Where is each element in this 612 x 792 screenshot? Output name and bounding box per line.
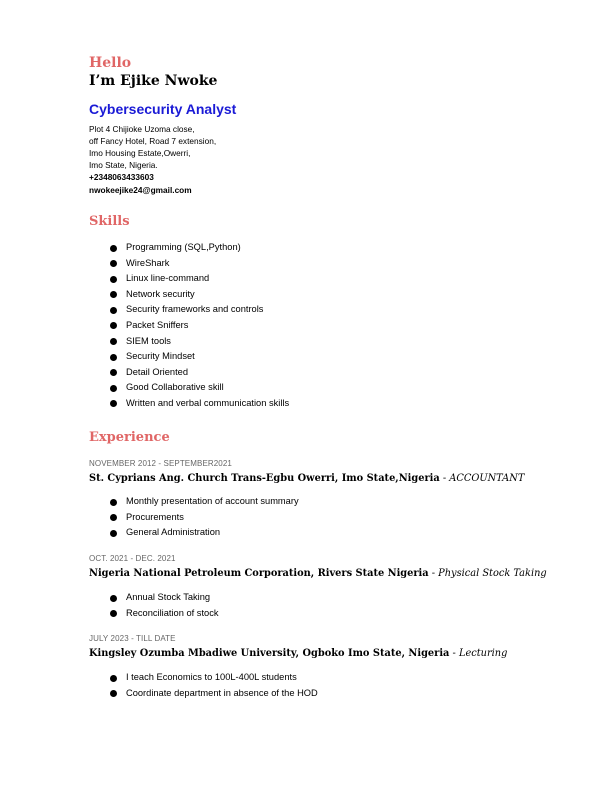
person-name: I’m Ejike Nwoke <box>89 73 218 89</box>
skill-item: Linux line-command <box>108 271 289 287</box>
job-separator: - <box>428 568 439 579</box>
skill-item: Packet Sniffers <box>108 318 289 334</box>
job-duty-item: Monthly presentation of account summary <box>108 494 299 510</box>
job-date: NOVEMBER 2012 - SEPTEMBER2021 <box>89 459 232 468</box>
job-role-title: Cybersecurity Analyst <box>89 101 237 117</box>
job-date: OCT. 2021 - DEC. 2021 <box>89 554 176 563</box>
job-heading <box>89 473 524 484</box>
phone-number: +2348063433603 <box>89 172 154 182</box>
job-duty-item: Annual Stock Taking <box>108 590 219 606</box>
job-heading <box>89 568 547 579</box>
skill-item: SIEM tools <box>108 334 289 350</box>
skill-item: Detail Oriented <box>108 365 289 381</box>
job-date: JULY 2023 - TILL DATE <box>89 634 176 643</box>
job-duty-item: I teach Economics to 100L-400L students <box>108 670 318 686</box>
job-duty-item: Coordinate department in absence of the HOD <box>108 686 318 702</box>
skill-item: Network security <box>108 287 289 303</box>
job-duty-item: General Administration <box>108 525 299 541</box>
skill-item: WireShark <box>108 256 289 272</box>
job-duties-list <box>108 670 318 701</box>
address-line: Imo State, Nigeria. <box>89 160 158 170</box>
experience-heading: Experience <box>89 430 170 445</box>
job-organization: Nigeria National Petroleum Corporation, Rivers State Nigeria <box>89 568 429 579</box>
skill-item: Security Mindset <box>108 349 289 365</box>
skills-heading: Skills <box>89 214 130 229</box>
skill-item: Written and verbal communication skills <box>108 396 289 412</box>
address-line: Imo Housing Estate,Owerri, <box>89 148 191 158</box>
address-line: off Fancy Hotel, Road 7 extension, <box>89 136 217 146</box>
greeting: Hello <box>89 55 132 71</box>
skill-item: Security frameworks and controls <box>108 302 289 318</box>
job-duties-list <box>108 590 219 621</box>
job-duty-item: Procurements <box>108 510 299 526</box>
job-duty-item: Reconciliation of stock <box>108 606 219 622</box>
job-title: ACCOUNTANT <box>449 473 525 484</box>
skill-item: Good Collaborative skill <box>108 380 289 396</box>
job-title: Physical Stock Taking <box>438 568 547 579</box>
job-organization: St. Cyprians Ang. Church Trans-Egbu Owerri, Imo State,Nigeria <box>89 473 440 484</box>
job-duties-list <box>108 494 299 541</box>
job-heading <box>89 648 507 659</box>
job-title: Lecturing <box>458 648 508 659</box>
skills-list <box>108 240 289 412</box>
job-separator: - <box>449 648 459 659</box>
job-separator: - <box>439 473 450 484</box>
job-organization: Kingsley Ozumba Mbadiwe University, Ogboko Imo State, Nigeria <box>89 648 450 659</box>
address-line: Plot 4 Chijioke Uzoma close, <box>89 124 195 134</box>
skill-item: Programming (SQL,Python) <box>108 240 289 256</box>
email-address: nwokeejike24@gmail.com <box>89 185 192 195</box>
